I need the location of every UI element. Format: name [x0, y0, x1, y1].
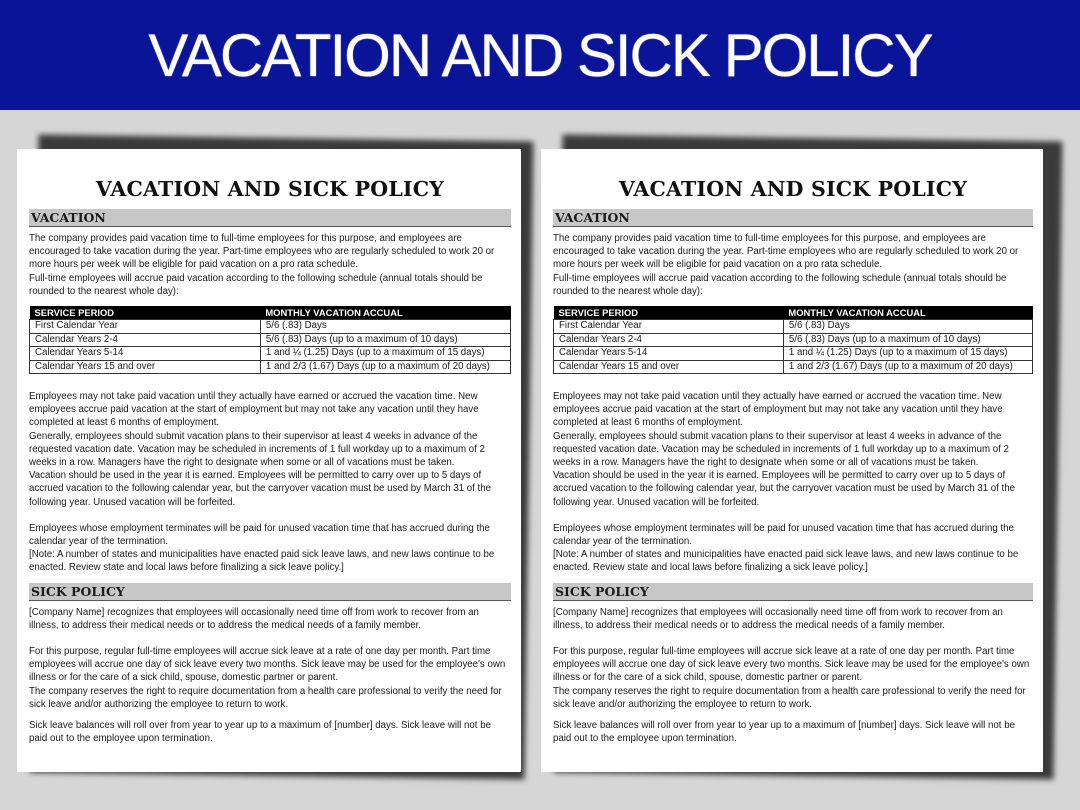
sick-detail-paragraph: For this purpose, regular full-time employees will accrue sick leave at a rate of one day per month. Part time employees will accrue one day of sick leave every two months. Sick leave may be used for the employee's own illness or for the care of a sick child, spouse, domestic partner or parent. — [553, 646, 1030, 684]
table-row — [554, 360, 1033, 374]
table-cell: Calendar Years 2-4 — [30, 333, 261, 347]
table-header-cell: MONTHLY VACATION ACCUAL — [260, 306, 510, 320]
table-header-cell: SERVICE PERIOD — [30, 306, 261, 320]
document-title: VACATION AND SICK POLICY — [618, 177, 968, 201]
table-header-row — [30, 306, 511, 320]
vacation-schedule-table — [29, 306, 511, 374]
termination-paragraph: Employees whose employment terminates will be paid for unused vacation time that has accrued during the calendar year of the termination. — [553, 522, 1014, 548]
termination-paragraph: Employees whose employment terminates will be paid for unused vacation time that has accrued during the calendar year of the termination. — [29, 522, 490, 548]
table-row — [30, 360, 511, 374]
table-row — [30, 333, 511, 347]
table-cell: 5/6 (.83) Days (up to a maximum of 10 days) — [783, 333, 1032, 347]
sick-detail-paragraph: For this purpose, regular full-time employees will accrue sick leave at a rate of one day per month. Part time employees will accrue one day of sick leave every two months. Sick leave may be used for the employee's own illness or for the care of a sick child, spouse, domestic partner or parent. — [29, 646, 506, 684]
table-header-row — [554, 306, 1033, 320]
vacation-rule-paragraph: Employees may not take paid vacation until they actually have earned or accrued the vacation time. New employees accrue paid vacation at the start of employment but may not take any vacation until they have completed at least 6 months of employment. — [553, 391, 1003, 429]
note-paragraph: [Note: A number of states and municipalities have enacted paid sick leave laws, and new laws continue to be enacted. Review state and local laws before finalizing a sick leave policy.] — [29, 549, 495, 574]
table-cell: 1 and 2/3 (1.67) Days (up to a maximum of 20 days) — [783, 360, 1032, 374]
document-title: VACATION AND SICK POLICY — [95, 177, 445, 201]
vacation-rule-paragraph: Vacation should be used in the year it is earned. Employees will be permitted to carry over up to 5 days of accrued vacation to the following calendar year, but the carryover vacation must be used by March 31 of the following year. Unused vacation will be forfeited. — [553, 470, 1016, 508]
table-row — [554, 333, 1033, 347]
vacation-accrual-paragraph: Full-time employees will accrue paid vacation according to the following schedule (annual totals should be rounded to the nearest whole day): — [29, 272, 483, 297]
section-heading-sick: SICK POLICY — [553, 583, 1033, 601]
vacation-rule-paragraph: Employees may not take paid vacation until they actually have earned or accrued the vacation time. New employees accrue paid vacation at the start of employment but may not take any vacation until they have completed at least 6 months of employment. — [29, 391, 479, 429]
sick-rollover-paragraph: Sick leave balances will roll over from year to year up to a maximum of [number] days. Sick leave will not be paid out to the employee upon termination. — [553, 720, 1015, 745]
table-cell: 1 and ¼ (1.25) Days (up to a maximum of 15 days) — [783, 347, 1032, 361]
vacation-schedule-table — [553, 306, 1033, 374]
table-cell: Calendar Years 15 and over — [30, 360, 261, 374]
table-header-cell: SERVICE PERIOD — [554, 306, 784, 320]
table-cell: 5/6 (.83) Days — [260, 320, 510, 334]
document-page-right — [541, 149, 1043, 772]
vacation-intro-paragraph: The company provides paid vacation time to full-time employees for this purpose, and employees are encouraged to take vacation during the year. Part-time employees who are regularly scheduled to work 20 or more hours per week will be eligible for paid vacation on a pro rata schedule. — [553, 233, 1019, 271]
table-cell: First Calendar Year — [554, 320, 784, 334]
vacation-rule-paragraph: Generally, employees should submit vacation plans to their supervisor at least 4 weeks in advance of the requested vacation date. Vacation may be scheduled in increments of 1 full workday up to a maximum of 2 weeks in a row. Managers have the right to designate when some or all of vacations must be taken. — [553, 430, 1009, 469]
sick-intro-paragraph: [Company Name] recognizes that employees will occasionally need time off from work to recover from an illness, to address their medical needs or to address the medical needs of a family member. — [553, 606, 1003, 631]
table-header-cell: MONTHLY VACATION ACCUAL — [783, 306, 1032, 320]
table-row — [554, 347, 1033, 361]
section-heading-sick: SICK POLICY — [29, 583, 511, 601]
table-cell: Calendar Years 15 and over — [554, 360, 784, 374]
document-page-left — [17, 149, 521, 772]
table-row — [30, 320, 511, 334]
table-cell: 5/6 (.83) Days — [783, 320, 1032, 334]
banner-title: VACATION AND SICK POLICY — [148, 21, 932, 89]
table-cell: 5/6 (.83) Days (up to a maximum of 10 days) — [260, 333, 510, 347]
vacation-intro-paragraph: The company provides paid vacation time to full-time employees for this purpose, and employees are encouraged to take vacation during the year. Part-time employees who are regularly scheduled to work 20 or more hours per week will be eligible for paid vacation on a pro rata schedule. — [29, 233, 495, 271]
vacation-rule-paragraph: Generally, employees should submit vacation plans to their supervisor at least 4 weeks in advance of the requested vacation date. Vacation may be scheduled in increments of 1 full workday up to a maximum of 2 weeks in a row. Managers have the right to designate when some or all of vacations must be taken. — [29, 430, 485, 469]
sick-detail-paragraph: The company reserves the right to require documentation from a health care professional to verify the need for sick leave and/or authorizing the employee to return to work. — [553, 685, 1026, 710]
sick-rollover-paragraph: Sick leave balances will roll over from year to year up to a maximum of [number] days. Sick leave will not be paid out to the employee upon termination. — [29, 720, 491, 745]
section-heading-vacation: VACATION — [29, 209, 511, 227]
sick-intro-paragraph: [Company Name] recognizes that employees will occasionally need time off from work to recover from an illness, to address their medical needs or to address the medical needs of a family member. — [29, 606, 479, 631]
table-cell: Calendar Years 5-14 — [554, 347, 784, 361]
table-row — [30, 347, 511, 361]
vacation-accrual-paragraph: Full-time employees will accrue paid vacation according to the following schedule (annual totals should be rounded to the nearest whole day): — [553, 272, 1007, 297]
table-cell: Calendar Years 5-14 — [30, 347, 261, 361]
note-paragraph: [Note: A number of states and municipalities have enacted paid sick leave laws, and new laws continue to be enacted. Review state and local laws before finalizing a sick leave policy.] — [553, 549, 1019, 574]
table-cell: 1 and ¼ (1.25) Days (up to a maximum of 15 days) — [260, 347, 510, 361]
sick-detail-paragraph: The company reserves the right to require documentation from a health care professional to verify the need for sick leave and/or authorizing the employee to return to work. — [29, 685, 502, 710]
section-heading-vacation: VACATION — [553, 209, 1033, 227]
banner — [0, 0, 1080, 110]
table-row — [554, 320, 1033, 334]
table-cell: First Calendar Year — [30, 320, 261, 334]
table-cell: 1 and 2/3 (1.67) Days (up to a maximum of 20 days) — [260, 360, 510, 374]
table-cell: Calendar Years 2-4 — [554, 333, 784, 347]
vacation-rule-paragraph: Vacation should be used in the year it is earned. Employees will be permitted to carry over up to 5 days of accrued vacation to the following calendar year, but the carryover vacation must be used by March 31 of the following year. Unused vacation will be forfeited. — [29, 470, 492, 508]
